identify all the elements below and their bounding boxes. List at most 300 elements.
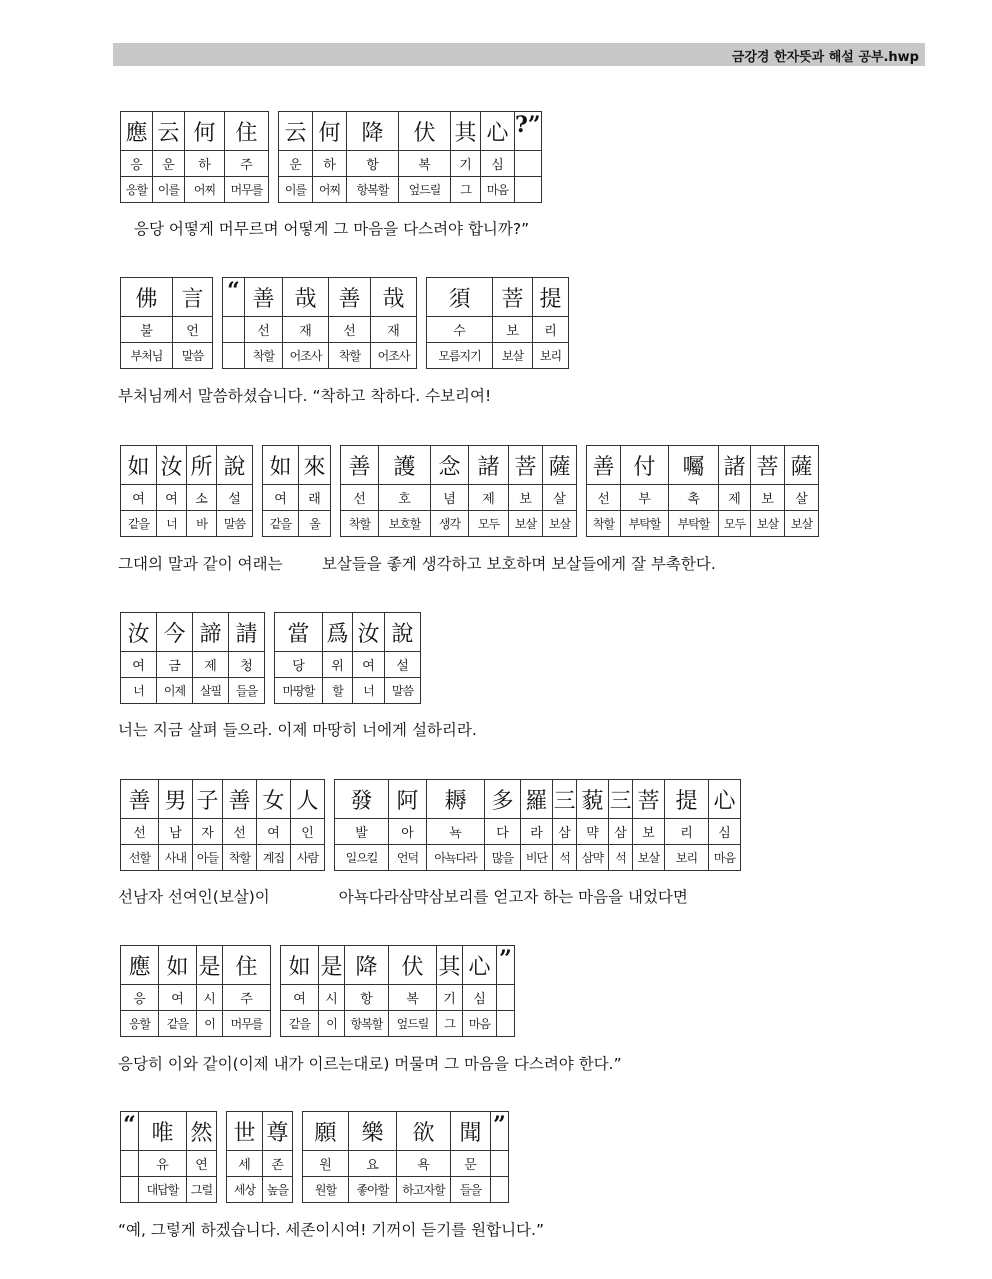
sound-cell: 라 [521, 819, 553, 845]
meaning-cell: 이 [319, 1011, 345, 1037]
group-gap [265, 678, 275, 704]
sound-cell: 소 [187, 485, 217, 511]
sound-cell: 금 [157, 652, 193, 678]
group-gap [577, 485, 587, 511]
sound-cell: 여 [121, 485, 157, 511]
sound-cell: 제 [193, 652, 229, 678]
meaning-cell: 삼먁 [577, 845, 609, 871]
hanja-cell: 何 [185, 112, 225, 151]
hanja-cell: 善 [341, 446, 379, 485]
hanja-cell: 聞 [451, 1112, 491, 1151]
group-gap [265, 652, 275, 678]
meaning-cell: 응할 [121, 177, 153, 203]
hanja-cell: 住 [225, 112, 269, 151]
meaning-cell: 비단 [521, 845, 553, 871]
meaning-cell [491, 1177, 509, 1203]
group-gap [217, 1177, 227, 1203]
translation-caption: 선남자 선여인(보살)이 아뇩다라삼먁삼보리를 얻고자 하는 마음을 내었다면 [118, 888, 688, 906]
table-row [121, 511, 819, 537]
hanja-table [120, 779, 741, 871]
group-gap [325, 819, 335, 845]
sound-cell: 남 [159, 819, 193, 845]
table-row [121, 985, 515, 1011]
sound-cell: 세 [227, 1151, 263, 1177]
sound-cell: 자 [193, 819, 223, 845]
meaning-cell: 원할 [303, 1177, 349, 1203]
hanja-cell: 羅 [521, 780, 553, 819]
sound-cell: 운 [279, 151, 313, 177]
meaning-cell: 들을 [451, 1177, 491, 1203]
meaning-cell: 부탁할 [621, 511, 669, 537]
sound-cell: 여 [159, 985, 197, 1011]
sound-cell: 래 [299, 485, 331, 511]
group-gap [213, 278, 223, 317]
hanja-cell: 所 [187, 446, 217, 485]
sound-cell: 문 [451, 1151, 491, 1177]
sound-cell: 심 [463, 985, 497, 1011]
hanja-table [120, 445, 819, 537]
hanja-cell: 云 [279, 112, 313, 151]
hanja-cell: 心 [481, 112, 515, 151]
meaning-cell: 모두 [719, 511, 751, 537]
sound-cell: 뇩 [427, 819, 485, 845]
hanja-cell: 應 [121, 946, 159, 985]
meaning-cell: 같을 [263, 511, 299, 537]
hanja-cell: 應 [121, 112, 153, 151]
meaning-cell: 이 [197, 1011, 223, 1037]
hanja-cell: 提 [533, 278, 569, 317]
meaning-cell: 말씀 [173, 343, 213, 369]
group-gap [417, 343, 427, 369]
meaning-cell: 착할 [329, 343, 371, 369]
meaning-cell: 모름지기 [427, 343, 493, 369]
meaning-cell: 보살 [493, 343, 533, 369]
group-gap [293, 1151, 303, 1177]
hanja-cell: 其 [451, 112, 481, 151]
meaning-cell: 착할 [245, 343, 283, 369]
hanja-cell: 來 [299, 446, 331, 485]
translation-caption: 응당 어떻게 머무르며 어떻게 그 마음을 다스려야 합니까?” [134, 220, 530, 238]
sound-cell: 응 [121, 985, 159, 1011]
meaning-cell: 마음 [709, 845, 741, 871]
sound-cell: 여 [263, 485, 299, 511]
meaning-cell: 응할 [121, 1011, 159, 1037]
hanja-table [120, 277, 569, 369]
hanja-cell: 今 [157, 613, 193, 652]
hanja-cell: 善 [587, 446, 621, 485]
meaning-cell: 머무를 [225, 177, 269, 203]
group-gap [325, 845, 335, 871]
meaning-cell: 보살 [751, 511, 785, 537]
sound-cell: 원 [303, 1151, 349, 1177]
meaning-cell: 보호할 [379, 511, 431, 537]
hanja-cell: 多 [485, 780, 521, 819]
hanja-cell: 發 [335, 780, 389, 819]
sound-cell: 여 [257, 819, 291, 845]
hanja-cell: 汝 [157, 446, 187, 485]
group-gap [253, 485, 263, 511]
sound-cell: 복 [389, 985, 437, 1011]
meaning-cell: 생각 [431, 511, 469, 537]
sound-cell: 시 [319, 985, 345, 1011]
hanja-table [120, 945, 515, 1037]
table-row [121, 946, 515, 985]
sound-cell: 제 [469, 485, 509, 511]
sound-cell: 하 [313, 151, 347, 177]
sound-cell: 기 [451, 151, 481, 177]
sound-cell [497, 985, 515, 1011]
meaning-cell: 어찌 [185, 177, 225, 203]
table-row [121, 652, 421, 678]
hanja-cell: 付 [621, 446, 669, 485]
sound-cell: 살 [785, 485, 819, 511]
hanja-cell: 請 [229, 613, 265, 652]
hanja-cell: “ [121, 1112, 139, 1151]
meaning-cell: 너 [121, 678, 157, 704]
meaning-cell: 살필 [193, 678, 229, 704]
table-row [121, 845, 741, 871]
sound-cell: 재 [283, 317, 329, 343]
table-row [121, 343, 569, 369]
meaning-cell: 부처님 [121, 343, 173, 369]
hanja-cell: 諸 [719, 446, 751, 485]
sound-cell: 항 [345, 985, 389, 1011]
hanja-cell: 如 [121, 446, 157, 485]
sound-cell [223, 317, 245, 343]
hanja-cell: ” [497, 946, 515, 985]
group-gap [271, 985, 281, 1011]
sound-cell: 청 [229, 652, 265, 678]
meaning-cell: 마음 [463, 1011, 497, 1037]
meaning-cell: 세상 [227, 1177, 263, 1203]
translation-caption: 응당히 이와 같이(이제 내가 이르는대로) 머물며 그 마음을 다스려야 한다.” [118, 1055, 622, 1073]
table-row [121, 780, 741, 819]
hanja-cell: 說 [217, 446, 253, 485]
hanja-cell: 菩 [633, 780, 665, 819]
sound-cell: 연 [187, 1151, 217, 1177]
table-row [121, 177, 542, 203]
hanja-cell: 藐 [577, 780, 609, 819]
meaning-cell: 보리 [533, 343, 569, 369]
meaning-cell: 좋아할 [349, 1177, 397, 1203]
sound-cell: 촉 [669, 485, 719, 511]
sound-cell: 언 [173, 317, 213, 343]
hanja-cell: 云 [153, 112, 185, 151]
hanja-cell: 是 [197, 946, 223, 985]
table-row [121, 819, 741, 845]
hanja-cell: 諸 [469, 446, 509, 485]
group-gap [217, 1151, 227, 1177]
sound-cell: 아 [389, 819, 427, 845]
group-gap [417, 317, 427, 343]
hanja-cell: 其 [437, 946, 463, 985]
group-gap [213, 317, 223, 343]
hanja-cell: 哉 [371, 278, 417, 317]
group-gap [577, 446, 587, 485]
meaning-cell [223, 343, 245, 369]
meaning-cell: 부탁할 [669, 511, 719, 537]
hanja-cell: ” [491, 1112, 509, 1151]
sound-cell: 인 [291, 819, 325, 845]
hanja-cell: 降 [345, 946, 389, 985]
sound-cell: 욕 [397, 1151, 451, 1177]
hanja-cell: 然 [187, 1112, 217, 1151]
hanja-cell: 善 [245, 278, 283, 317]
table-row [121, 278, 569, 317]
hanja-cell: 菩 [751, 446, 785, 485]
hanja-table [120, 612, 421, 704]
sound-cell: 보 [751, 485, 785, 511]
meaning-cell: 항복할 [347, 177, 399, 203]
sound-cell: 운 [153, 151, 185, 177]
meaning-cell: 이를 [279, 177, 313, 203]
sound-cell: 먁 [577, 819, 609, 845]
meaning-cell: 들을 [229, 678, 265, 704]
hanja-table [120, 111, 542, 203]
translation-caption: 너는 지금 살펴 들으라. 이제 마땅히 너에게 설하리라. [118, 721, 477, 739]
sound-cell: 불 [121, 317, 173, 343]
group-gap [271, 946, 281, 985]
meaning-cell [515, 177, 542, 203]
sound-cell: 유 [139, 1151, 187, 1177]
hanja-cell: 男 [159, 780, 193, 819]
hanja-cell: 阿 [389, 780, 427, 819]
sound-cell: 보 [493, 317, 533, 343]
meaning-cell: 같을 [121, 511, 157, 537]
meaning-cell: 엎드릴 [389, 1011, 437, 1037]
meaning-cell: 엎드릴 [399, 177, 451, 203]
hanja-cell: 尊 [263, 1112, 293, 1151]
hanja-cell: 囑 [669, 446, 719, 485]
meaning-cell: 착할 [341, 511, 379, 537]
sound-cell: 위 [323, 652, 353, 678]
sound-cell: 다 [485, 819, 521, 845]
meaning-cell: 어조사 [283, 343, 329, 369]
meaning-cell: 이제 [157, 678, 193, 704]
hanja-cell: 薩 [543, 446, 577, 485]
hanja-cell: 樂 [349, 1112, 397, 1151]
hanja-cell: “ [223, 278, 245, 317]
hanja-cell: 耨 [427, 780, 485, 819]
meaning-cell: 할 [323, 678, 353, 704]
table-row [121, 613, 421, 652]
meaning-cell: 보살 [509, 511, 543, 537]
hanja-cell: 如 [281, 946, 319, 985]
meaning-cell: 모두 [469, 511, 509, 537]
hanja-cell: 汝 [353, 613, 385, 652]
sound-cell: 심 [481, 151, 515, 177]
sound-cell: 응 [121, 151, 153, 177]
sound-cell: 재 [371, 317, 417, 343]
meaning-cell: 일으킬 [335, 845, 389, 871]
group-gap [217, 1112, 227, 1151]
meaning-cell: 높을 [263, 1177, 293, 1203]
sound-cell: 설 [385, 652, 421, 678]
sound-cell: 삼 [609, 819, 633, 845]
sound-cell: 선 [223, 819, 257, 845]
meaning-cell: 보살 [785, 511, 819, 537]
meaning-cell: 그럴 [187, 1177, 217, 1203]
hanja-cell: 世 [227, 1112, 263, 1151]
sound-cell: 항 [347, 151, 399, 177]
hanja-cell: 女 [257, 780, 291, 819]
meaning-cell: 마땅할 [275, 678, 323, 704]
meaning-cell: 보살 [543, 511, 577, 537]
group-gap [269, 177, 279, 203]
sound-cell: 제 [719, 485, 751, 511]
meaning-cell: 하고자할 [397, 1177, 451, 1203]
sound-cell: 여 [281, 985, 319, 1011]
hanja-cell: 菩 [509, 446, 543, 485]
sound-cell: 리 [533, 317, 569, 343]
hanja-cell: 如 [263, 446, 299, 485]
sound-cell: 선 [587, 485, 621, 511]
table-row [121, 446, 819, 485]
meaning-cell: 보리 [665, 845, 709, 871]
group-gap [253, 446, 263, 485]
sound-cell: 기 [437, 985, 463, 1011]
meaning-cell: 말씀 [217, 511, 253, 537]
hanja-cell: 須 [427, 278, 493, 317]
group-gap [577, 511, 587, 537]
group-gap [213, 343, 223, 369]
sound-cell [515, 151, 542, 177]
hanja-table [120, 1111, 509, 1203]
meaning-cell: 같을 [159, 1011, 197, 1037]
hanja-cell: 提 [665, 780, 709, 819]
translation-caption: “예, 그렇게 하겠습니다. 세존이시여! 기꺼이 듣기를 원합니다.” [118, 1221, 544, 1239]
meaning-cell: 착할 [587, 511, 621, 537]
sound-cell: 삼 [553, 819, 577, 845]
hanja-cell: 是 [319, 946, 345, 985]
table-row [121, 112, 542, 151]
sound-cell: 심 [709, 819, 741, 845]
sound-cell: 존 [263, 1151, 293, 1177]
hanja-cell: 爲 [323, 613, 353, 652]
group-gap [269, 151, 279, 177]
meaning-cell: 언덕 [389, 845, 427, 871]
hanja-cell: 當 [275, 613, 323, 652]
sound-cell: 부 [621, 485, 669, 511]
meaning-cell: 마음 [481, 177, 515, 203]
document-header-bar [113, 43, 925, 66]
sound-cell: 여 [157, 485, 187, 511]
sound-cell: 당 [275, 652, 323, 678]
meaning-cell: 그 [437, 1011, 463, 1037]
translation-caption: 그대의 말과 같이 여래는 보살들을 좋게 생각하고 보호하며 보살들에게 잘 부촉한다. [118, 555, 716, 573]
hanja-cell: 善 [121, 780, 159, 819]
meaning-cell [121, 1177, 139, 1203]
hanja-cell: 言 [173, 278, 213, 317]
hanja-cell: 汝 [121, 613, 157, 652]
meaning-cell: 많을 [485, 845, 521, 871]
hanja-cell: 降 [347, 112, 399, 151]
meaning-cell: 항복할 [345, 1011, 389, 1037]
hanja-cell: 護 [379, 446, 431, 485]
meaning-cell [497, 1011, 515, 1037]
meaning-cell: 아뇩다라 [427, 845, 485, 871]
group-gap [417, 278, 427, 317]
table-row [121, 1177, 509, 1203]
sound-cell [121, 1151, 139, 1177]
hanja-cell: 心 [463, 946, 497, 985]
meaning-cell: 같을 [281, 1011, 319, 1037]
translation-caption: 부처님께서 말씀하셨습니다. “착하고 착하다. 수보리여! [118, 387, 492, 405]
meaning-cell: 그 [451, 177, 481, 203]
meaning-cell: 머무를 [223, 1011, 271, 1037]
sound-cell: 선 [341, 485, 379, 511]
sound-cell: 복 [399, 151, 451, 177]
hanja-cell: 欲 [397, 1112, 451, 1151]
hanja-cell: 如 [159, 946, 197, 985]
sound-cell: 선 [245, 317, 283, 343]
meaning-cell: 사람 [291, 845, 325, 871]
sound-cell: 여 [121, 652, 157, 678]
group-gap [293, 1177, 303, 1203]
hanja-cell: 唯 [139, 1112, 187, 1151]
meaning-cell: 선할 [121, 845, 159, 871]
hanja-cell: 善 [223, 780, 257, 819]
sound-cell: 설 [217, 485, 253, 511]
hanja-cell: 人 [291, 780, 325, 819]
meaning-cell: 석 [553, 845, 577, 871]
meaning-cell: 말씀 [385, 678, 421, 704]
hanja-cell: 何 [313, 112, 347, 151]
sound-cell: 리 [665, 819, 709, 845]
sound-cell: 요 [349, 1151, 397, 1177]
meaning-cell: 사내 [159, 845, 193, 871]
sound-cell: 주 [223, 985, 271, 1011]
sound-cell: 여 [353, 652, 385, 678]
group-gap [269, 112, 279, 151]
hanja-cell: 伏 [389, 946, 437, 985]
meaning-cell: 올 [299, 511, 331, 537]
meaning-cell: 어찌 [313, 177, 347, 203]
meaning-cell: 너 [157, 511, 187, 537]
table-row [121, 1011, 515, 1037]
hanja-cell: 諦 [193, 613, 229, 652]
hanja-cell: ?” [515, 112, 542, 151]
group-gap [325, 780, 335, 819]
group-gap [253, 511, 263, 537]
hanja-cell: 子 [193, 780, 223, 819]
meaning-cell: 석 [609, 845, 633, 871]
meaning-cell: 대답할 [139, 1177, 187, 1203]
group-gap [331, 446, 341, 485]
sound-cell: 념 [431, 485, 469, 511]
sound-cell: 주 [225, 151, 269, 177]
group-gap [331, 511, 341, 537]
group-gap [265, 613, 275, 652]
hanja-cell: 菩 [493, 278, 533, 317]
sound-cell: 보 [509, 485, 543, 511]
meaning-cell: 아들 [193, 845, 223, 871]
hanja-cell: 願 [303, 1112, 349, 1151]
group-gap [331, 485, 341, 511]
table-row [121, 678, 421, 704]
table-row [121, 1151, 509, 1177]
sound-cell: 선 [121, 819, 159, 845]
hanja-cell: 三 [609, 780, 633, 819]
table-row [121, 151, 542, 177]
sound-cell [491, 1151, 509, 1177]
table-row [121, 1112, 509, 1151]
sound-cell: 살 [543, 485, 577, 511]
hanja-cell: 伏 [399, 112, 451, 151]
meaning-cell: 보살 [633, 845, 665, 871]
hanja-cell: 心 [709, 780, 741, 819]
sound-cell: 선 [329, 317, 371, 343]
